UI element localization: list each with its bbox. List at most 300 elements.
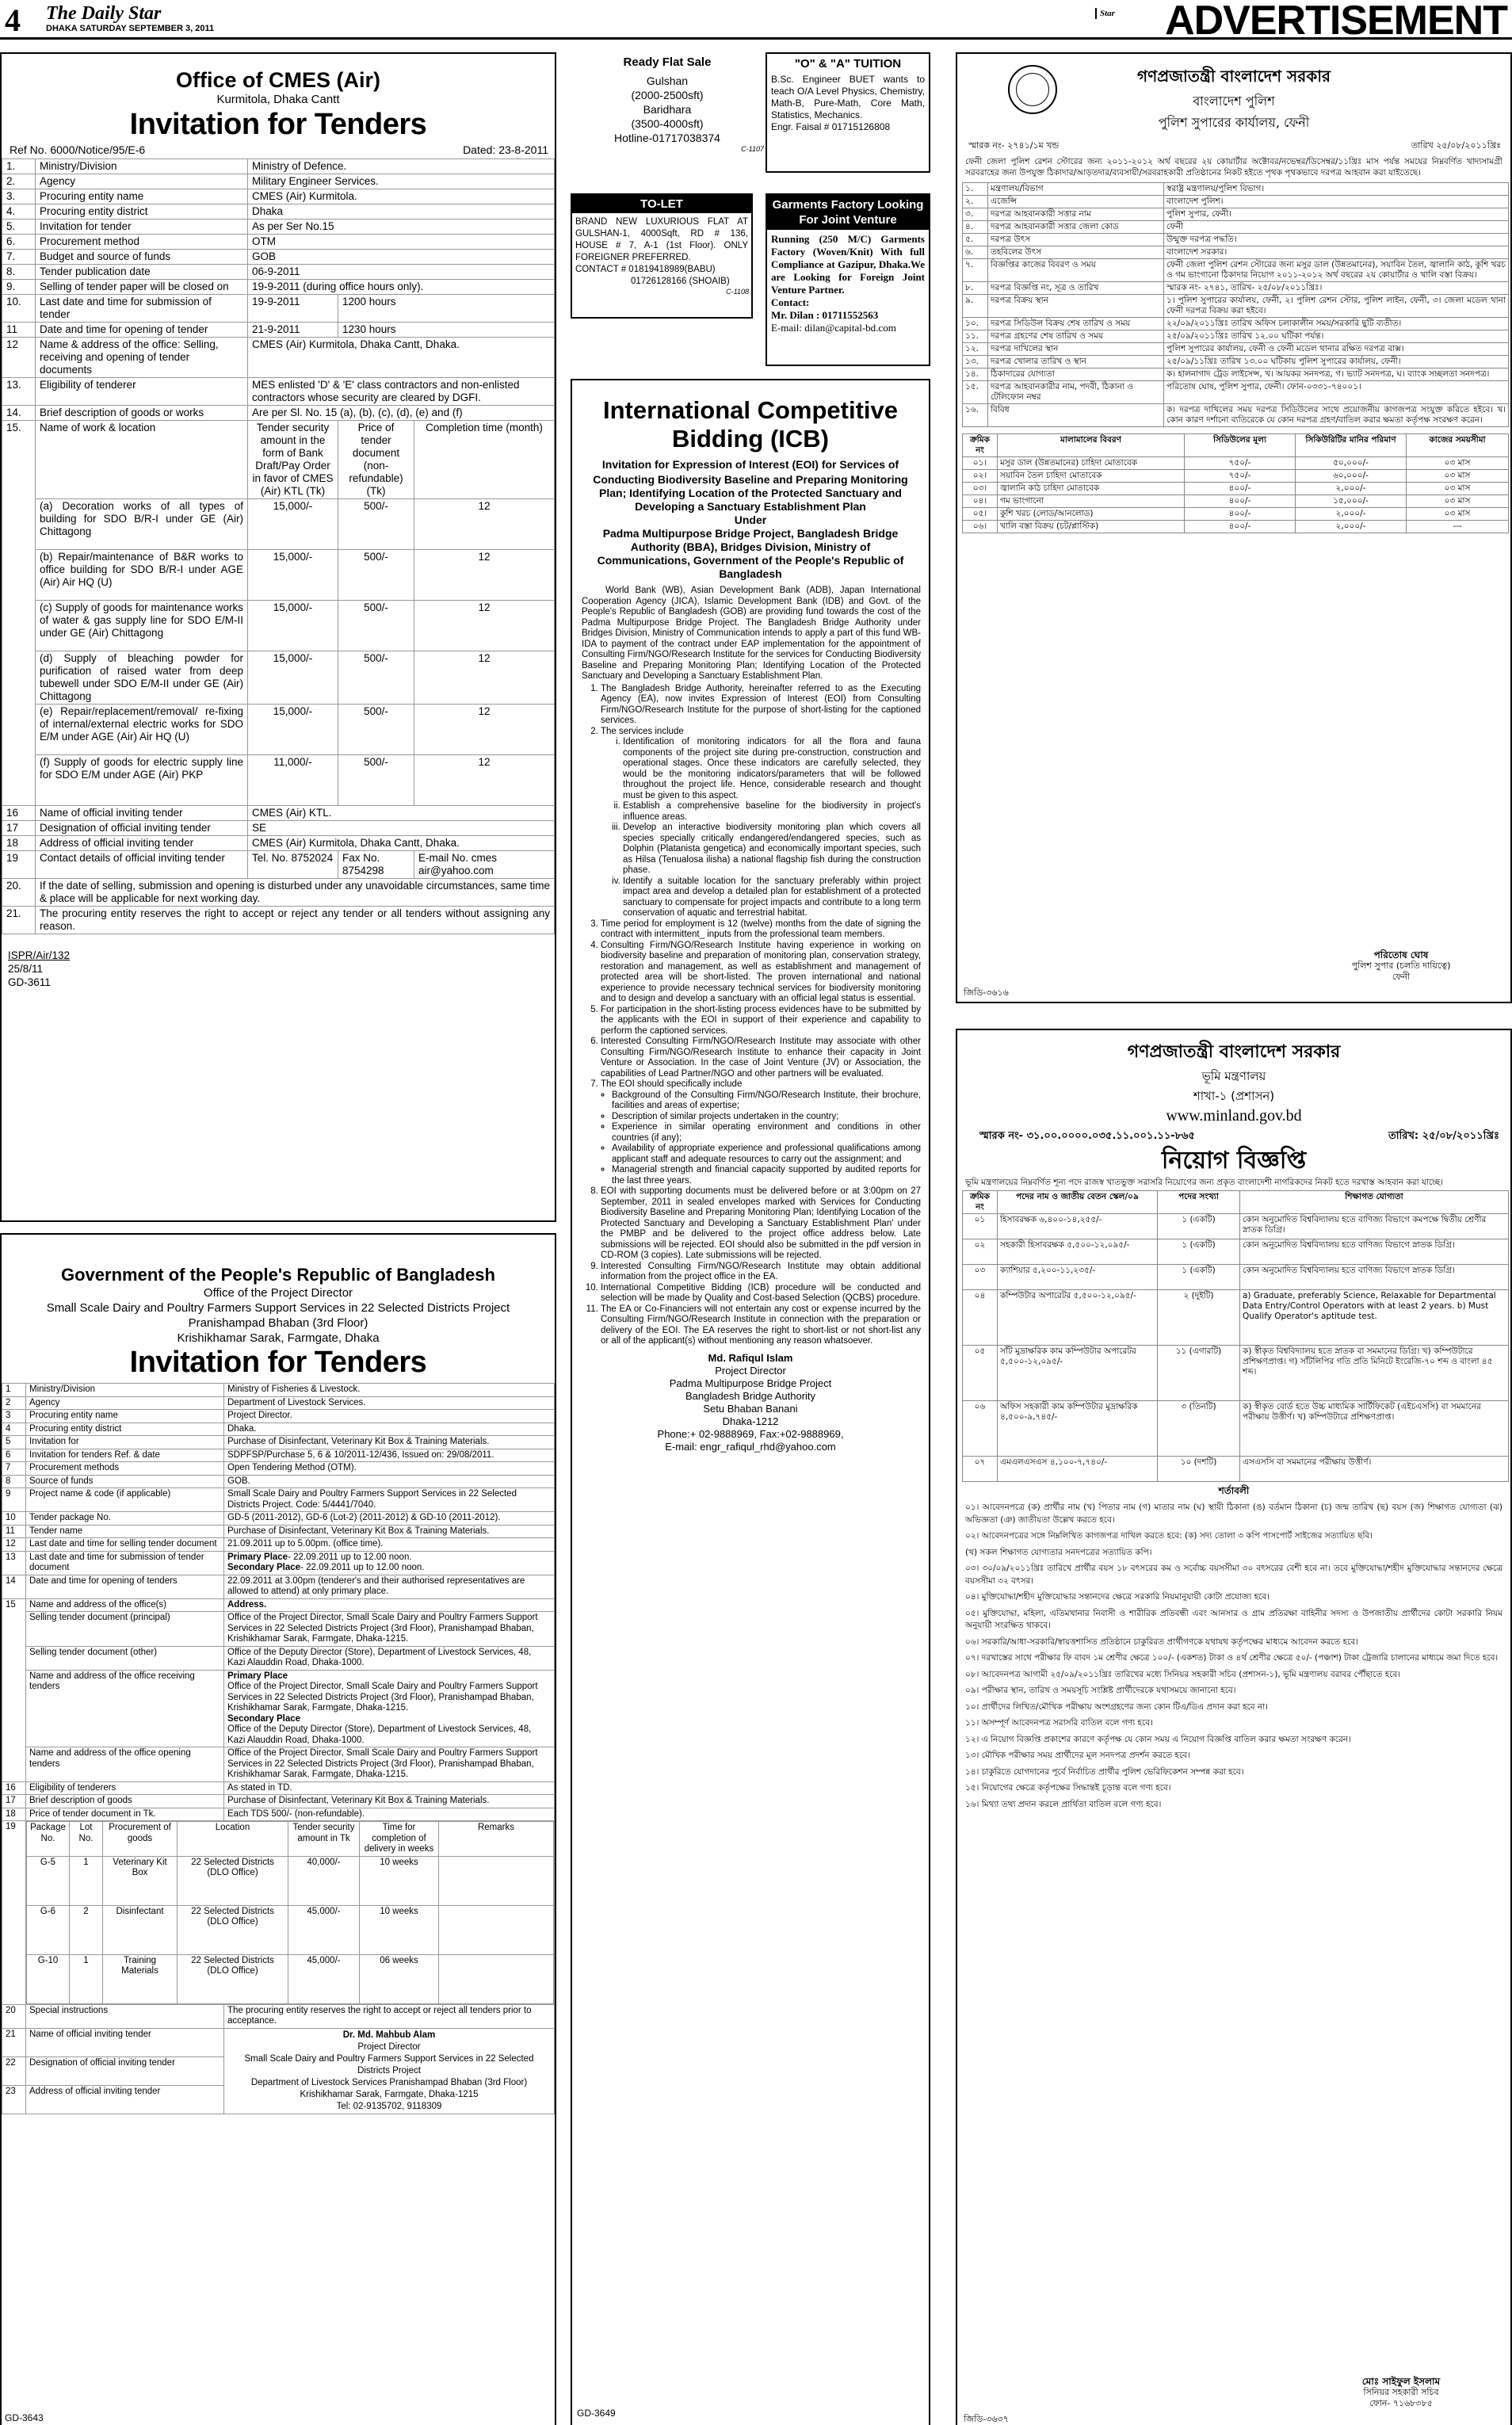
table-row [2,821,555,836]
table-cell: ক) স্বীকৃত বোর্ড হতে উচ্চ মাধ্যমিক সার্টিফিকেট (এইচএসসি) বা সমমানের পরীক্ষায় উত্তীর্ণ। খ) কম্পিউটারে প্রশিক্ষণপ্রাপ্ত। [1240,1401,1509,1457]
table-cell: Project name & code (if applicable) [26,1488,224,1512]
table-cell: ২,০০০/- [1296,483,1407,495]
table-cell: GOB. [224,1475,555,1488]
table-cell: ক। হালনাগাদ ট্রেড লাইসেন্স, খ। আয়কর সনদপত্র, গ। ভ্যাট সনদপত্র, ঘ। ব্যাংক সচ্ছলতা সনদপত্র। [1164,369,1509,381]
table-cell: কুশি খরচ (লোড/আনলোড) [998,508,1185,521]
icb-sig-line3: Bangladesh Bridge Authority [685,1389,816,1402]
table-cell: গম ভাংগানো [998,495,1185,508]
table-cell: মালামালের বিবরণ [998,434,1185,457]
term-item: ১৩। মৌখিক পরীক্ষার সময় প্রার্থীদের মূল সনদপত্র প্রদর্শন করতে হবে। [965,1751,1190,1760]
table-cell: 9. [2,280,36,295]
cmes-table [2,158,555,934]
gov-line3: Pranishampad Bhaban (3rd Floor) [188,1316,368,1330]
table-cell: 11 [2,1525,26,1538]
table-cell: E-mail No. cmes air@yahoo.com [414,851,555,879]
package-table [26,1821,554,2004]
table-cell: ০৩ মাস [1407,457,1509,470]
table-cell: ২. [963,196,988,208]
table-cell: Location [178,1822,288,1857]
table-cell: 13 [2,1551,26,1575]
table-cell: 12 [414,499,555,550]
table-cell: 21-9-2011 [248,323,338,338]
table-row [963,282,1509,295]
table-cell: 11,000/- [248,755,338,806]
post-row [963,1401,1509,1457]
table-cell: 17 [2,821,36,836]
icb-para-7-text: The EOI should specifically include [601,1079,743,1089]
table-cell: ২৫/০৯/২০১১খ্রিঃ তারিখ ১২.০০ ঘটিকা পর্যন্ত। [1164,330,1509,343]
table-cell: Veterinary Kit Box [103,1856,178,1905]
table-cell: 3. [2,189,36,204]
table-cell: ০৩ মাস [1407,470,1509,483]
gov-title: Government of the People's Republic of Bangladesh [61,1265,495,1285]
icb-para-11: 11. The EA or Co-Financiers will not entertain any cost or expense incurred by the Consulting Firm/NGO/Research Institute in connection with the preparation or delivery of the EOI. The EA reserves the right to short-list or not short-list any or all of the applicant(s) without mentioning any reason whatsoever. [601,1304,921,1347]
table-cell: ২,০০০/- [1296,508,1407,521]
table-cell: Name and address of the office receiving tenders [26,1670,224,1747]
term-item: ১৬। মিথ্যা তথ্য প্রদান করলে প্রার্থিতা বাতিল বলে গণ্য হবে। [965,1799,1162,1809]
table-row [2,2028,555,2056]
icb-sig-line2: Padma Multipurpose Bridge Project [669,1377,832,1389]
table-cell: 2 [2,1396,26,1410]
police-table [962,182,1509,427]
land-ref: স্মারক নং- ৩১.০০.০০০০.০৩৫.১১.০০১.১১-৮৬৫ [979,1130,1195,1142]
police-ref: স্মারক নং- ২৭৪১/১ম খন্ড [968,140,1060,151]
primary-place-heading: Primary Place [227,1671,288,1681]
icb-signatory: Md. Rafiqul Islam [708,1351,793,1364]
table-cell: 500/- [338,601,414,651]
table-cell: Tender security amount in the form of Bank Draft/Pay Order in favor of CMES (Air) KTL (Tk) [248,421,338,499]
table-cell: Completion time (month) [414,421,555,499]
table-cell: ০২। [963,470,998,483]
table-row [2,189,555,204]
table-row [2,1396,555,1410]
table-row [2,159,555,174]
table-cell: হিসাবরক্ষক ৬,৪০০-১৪,২৫৫/- [998,1214,1158,1239]
table-cell: Procuring entity name [36,189,248,204]
icb-sig-line4: Setu Bhaban Banani [703,1402,798,1415]
table-cell: ৭৫০/- [1185,457,1296,470]
term-item: ০৭। দরখাস্তের সাথে পরীক্ষার ফি বাবদ ১ম শ্রেণীর ক্ষেত্রে ১০০/- (একশত) টাকা ও ৪র্থ শ্রেণীর ক্ষেত্রে ৫০/- (পঞ্চাশ) টাকা ট্রেজারি চালানের মাধ্যমে জমা দিতে হবে। [965,1653,1499,1663]
table-cell: 10. [2,295,36,323]
table-cell: 9 [2,1488,26,1512]
land-date: তারিখ: ২৫/০৮/২০১১খ্রিঃ [1388,1130,1499,1142]
table-row [963,234,1509,246]
cmes-title: Office of CMES (Air) [175,68,380,92]
land-posts-table [962,1190,1509,1482]
cmes-heading: Invitation for Tenders [129,108,427,141]
table-cell: 22 Selected Districts (DLO Office) [178,1856,288,1905]
table-cell: ৩ (তিনটি) [1158,1401,1240,1457]
table-cell: As per Ser No.15 [248,220,555,235]
tuition-contact: Engr. Faisal # 01715126808 [771,121,891,132]
table-row [2,1747,555,1782]
work-row [2,755,555,806]
term-item: ০৩। ৩০/০৯/২০১১খ্রিঃ তারিখে প্রার্থীর বয়স ১৮ বৎসরের কম ও সর্বোচ্চ বয়সসীমা ৩০ বৎসরের বেশী হবে না। তবে মুক্তিযোদ্ধা/শহীদ মুক্তিযোদ্ধার সন্তানদের ক্ষেত্রে বয়সসীমা ৩২ বৎসর। [965,1564,1502,1586]
masthead [0,0,1512,44]
table-cell: শিক্ষাগত যোগ্যতা [1240,1191,1509,1214]
table-cell: Procuring entity district [26,1423,224,1436]
table-cell: Invitation for [26,1436,224,1449]
work-row [2,705,555,755]
table-cell: ১০ (দশটি) [1158,1457,1240,1482]
icb-para-5: 5. For participation in the short-listing process evidences have to be submitted by the applicants with the EOI in support of their experience and capability to perform the captioned services. [601,1005,921,1037]
table-cell: দরপত্র আহবানকারী সত্তার নাম [988,208,1164,221]
table-cell: 21 [2,2028,26,2056]
table-cell: ০৩ [963,1265,998,1290]
table-cell: স্বরাষ্ট্র মন্ত্রণালয়/পুলিশ বিভাগ। [1164,183,1509,196]
table-cell: Dhaka [248,204,555,220]
icb-sub1: Invitation for Expression of Interest (EOI) for Services of [601,458,899,471]
table-cell: If the date of selling, submission and opening is disturbed under any unavoidable circumstances, same time & place will be applicable for next working day. [36,879,555,907]
table-cell: সিকিউরিটির মানির পরিমাণ [1296,434,1407,457]
table-row [2,204,555,220]
gov-signatory: Dr. Md. Mahbub Alam [342,2030,436,2040]
gov-line1: Office of the Project Director [203,1286,353,1300]
tuition-ad [766,52,930,173]
secondary-place-heading: Secondary Place [227,1713,301,1724]
table-row [963,196,1509,208]
table-cell: Name & address of the office: Selling, receiving and opening of tender documents [36,338,248,378]
work-row [2,550,555,601]
table-row [2,1488,555,1512]
table-cell: (b) Repair/maintenance of B&R works to office building for SDO B/R-I under AGE (Air) Air HQ (U) [36,550,248,601]
table-cell: Office of the Deputy Director (Store), Department of Livestock Services, 48, Kazi Alauddin Road, Dhaka-1000. [224,1646,555,1670]
table-cell: ২,০০০/- [1296,521,1407,533]
table-cell: অফিস সহকারী কাম কম্পিউটার মুদ্রাক্ষরিক ৪,৫০০-৯,৭৪৫/- [998,1401,1158,1457]
table-cell: Name of official inviting tender [26,2028,224,2056]
icb-sig-email: E-mail: engr_rafiqul_rhd@yahoo.com [665,1440,836,1453]
table-cell: দরপত্র উৎস [988,234,1164,246]
table-row [2,1384,555,1397]
table-cell: Tender security amount in Tk [288,1822,360,1857]
table-cell: 2 [70,1905,103,1954]
table-cell: The procuring entity reserves the right to accept or reject all tenders prior to acceptance. [224,2004,555,2028]
table-cell: ক্রমিক নং [963,434,998,457]
table-cell: 4. [2,204,36,220]
table-cell: CMES (Air) Kurmitola, Dhaka Cantt, Dhaka. [248,836,555,851]
table-cell: 12 [414,601,555,651]
package-row [27,1954,554,2003]
table-row [963,343,1509,356]
land-intro: ভূমি মন্ত্রণালয়ের নিম্নবর্ণিত শূন্য পদে রাজস্ব খাতভুক্ত সরাসরি নিয়োগের জন্য প্রকৃত বাংলাদেশী নাগরিকদের নিকট হতে দরখাস্ত আহবান করা যাচ্ছে। [965,1178,1443,1187]
tolet-title: TO-LET [572,195,751,213]
tuition-title: "O" & "A" TUITION [794,57,902,71]
flat-code: C-1107 [741,145,764,153]
table-cell: Office of the Project Director, Small Scale Dairy and Poultry Farmers Support Services in 22 Selected Districts Project (3rd Floor), Pranishampad Bhaban, Krishikhamar Sarak, Farmgate, Dhaka-1215. [224,1612,555,1647]
table-cell: Procurement method [36,235,248,250]
table-cell: 2. [2,174,36,189]
table-cell: দরপত্র বিজ্ঞপ্তি নং, সূত্র ও তারিখ [988,282,1164,295]
icb-bullet: ◦ Background of the Consulting Firm/NGO/Research Institute, their brochure, facilities and areas of expertise; [612,1090,921,1112]
table-cell [439,1905,554,1954]
table-cell: ফেনী [1164,221,1509,234]
table-cell: The procuring entity reserves the right to accept or reject any tender or all tenders without assigning any reason. [36,907,555,934]
table-cell: As stated in TD. [224,1782,555,1795]
table-cell: 19 [2,851,36,879]
items-header-row [963,434,1509,457]
table-cell: পদের সংখ্যা [1158,1191,1240,1214]
table-cell: (a) Decoration works of all types of building for SDO B/R-I under GE (Air) Chittagong [36,499,248,550]
table-cell: ২৫/০৯/১১খ্রিঃ তারিখ ১৩.০০ ঘটিকায় পুলিশ সুপারের কার্যালয়, ফেনী। [1164,356,1509,369]
newspaper-name: The Daily Star [46,3,162,24]
table-row [2,1808,555,1821]
table-cell: 22 Selected Districts (DLO Office) [178,1905,288,1954]
table-cell [439,1954,554,2003]
table-cell: 22 [2,2056,26,2085]
table-cell: পুলিশ সুপারের কার্যালয়, ফেনী ও ফেনী মডেল থানার রক্ষিত দরপত্র বাক্স। [1164,343,1509,356]
table-row [963,183,1509,196]
post-row [963,1457,1509,1482]
table-cell: ক্রমিক নং [963,1191,998,1214]
police-header2: বাংলাদেশ পুলিশ [1193,94,1275,109]
icb-para-2 [601,727,921,919]
icb-sig-phone: Phone:+ 02-9888969, Fax:+02-9888969, [657,1427,844,1440]
table-cell: SE [248,821,555,836]
table-cell: 15,000/- [248,705,338,755]
gov-sig5: Tel: 02-9135702, 9118309 [336,2101,442,2111]
item-row [963,508,1509,521]
table-cell: Eligibility of tenderers [26,1782,224,1795]
table-cell: 21.09.2011 up to 5.00pm. (office time). [224,1538,555,1552]
table-row [2,806,555,821]
table-cell: Time for completion of delivery in weeks [360,1822,439,1857]
icb-para-8: 8. EOI with supporting documents must be delivered before or at 3:00pm on 27 September, 2011 in sealed envelopes marked with Services for Conducting Biodiversity Baseline and Preparing Monitoring Plan; Identifying Location of the Protected Sanctuary and Developing a Sanctuary Establishment Plan' under the PMBP and be delivered to the project office address below. Late submissions will be rejected. EOI should also be submitted in the pdf version in CD-ROM (3 copies). Late submissions will be rejected. [601,1186,921,1262]
post-row [963,1346,1509,1401]
table-cell: কোন অনুমোদিত বিশ্ববিদ্যালয় হতে বাণিজ্য বিভাগে স্নাতক ডিগ্রি। [1240,1239,1509,1265]
table-cell: এজেন্সি [988,196,1164,208]
table-cell: Brief description of goods or works [36,406,248,421]
gov-sig4: Krishikhamar Sarak, Farmgate, Dhaka-1215 [300,2089,479,2099]
cmes-ref: Ref No. 6000/Notice/95/E-6 [10,143,146,156]
table-row [2,280,555,295]
table-cell: 20. [2,879,36,907]
table-row [2,1670,555,1747]
table-row [2,1821,555,2005]
table-cell: 12 [414,755,555,806]
table-cell: বাংলাদেশ সরকার। [1164,246,1509,259]
post-row [963,1239,1509,1265]
table-cell: Date and time for opening of tenders [26,1575,224,1598]
table-cell: 8. [2,265,36,280]
table-cell: Tender package No. [26,1512,224,1526]
table-cell: Contact details of official inviting tender [36,851,248,879]
table-cell: Office of the Project Director, Small Scale Dairy and Poultry Farmers Support Services in 22 Selected Districts Project (3rd Floor), Pranishampad Bhaban, Krishikhamar Sarak, Farmgate, Dhaka-1215. [224,1747,555,1782]
table-cell: Agency [26,1396,224,1410]
table-cell: Procurement of goods [103,1822,178,1857]
table-cell: দরপত্র গ্রহণের শেষ তারিখ ও সময় [988,330,1164,343]
table-cell: ১৪. [963,369,988,381]
table-cell: 06-9-2011 [248,265,555,280]
table-cell: ১১. [963,330,988,343]
icb-bullet: ◦ Description of similar projects undertaken in the country; [612,1112,921,1123]
table-cell: Open Tendering Method (OTM). [224,1462,555,1476]
table-cell: 18 [2,1808,26,1821]
table-cell: a) Graduate, preferably Science, Relaxable for Departmental Data Entry/Control Operators with at least 2 years. b) Must Qualify Operator's aptitude test. [1240,1290,1509,1346]
table-cell: Procurement methods [26,1462,224,1476]
police-intro: ফেনী জেলা পুলিশ রেশন স্টোরের জন্য ২০১১-২০১২ অর্থ বছরের ২য় কোয়ার্টার অক্টোবর/নভেম্বর/ডিসেম্বর/১১খ্রিঃ মাস পর্যন্ত সময়ের নিম্নবর্ণিত খাদ্যসামগ্রী সরবরাহের জন্য উপযুক্ত ঠিকাদার/আড়তদার/ব্যবসায়ী/সরবরাহকারী প্রতিষ্ঠানের নিকট হইতে পৃথক পৃথকভাবে দরপত্র আহবান করা যাইতেছে। [965,157,1502,178]
tolet-body: BRAND NEW LUXURIOUS FLAT AT GULSHAN-1, 4000Sqft, RD # 136, HOUSE # 7, A-1 (1st Floor). ONLY FOREIGNER PREFERRED. [575,217,748,262]
table-row [2,406,555,421]
table-row [2,1436,555,1449]
police-date: তারিখ ২৫/০৮/২০১১খ্রিঃ [1411,140,1501,151]
table-row [963,295,1509,318]
table-cell: 10 weeks [360,1856,439,1905]
table-cell: 10 weeks [360,1905,439,1954]
cmes-dated: Dated: 23-8-2011 [463,143,548,156]
table-row [963,381,1509,404]
table-cell: কোন অনুমোদিত বিশ্ববিদ্যালয় হতে বাণিজ্য বিভাগে কমপক্ষে দ্বিতীয় শ্রেণীর স্নাতক ডিগ্রি। [1240,1214,1509,1239]
table-cell: ক) স্বীকৃত বিশ্ববিদ্যালয় হতে স্নাতক বা সমমানের ডিগ্রি। খ) কম্পিউটারে প্রশিক্ষণপ্রাপ্ত। গ) সাঁটলিপির গতি প্রতি মিনিটে ইংরেজি-৭০ শব্দ ও বাংলা ৪৫ শব্দ। [1240,1346,1509,1401]
table-cell: 13. [2,378,36,406]
icb-para-2-iv: iv. Identify a suitable location for the sanctuary preferably within project impact area and develop a detailed plan for establishment of a protected sanctuary to compensate for project impacts and contribute to a long term conservation of aquatic and terrestrial habitat. [623,876,921,919]
table-cell: Selling tender document (other) [26,1646,224,1670]
posts-header-row [963,1191,1509,1214]
table-cell: (c) Supply of goods for maintenance works of water & gas supply line for SDO E/M-II under GE (Air) Chittagong [36,601,248,651]
icb-sig-line5: Dhaka-1212 [722,1415,779,1427]
gov-heading: Invitation for Tenders [129,1346,427,1379]
table-cell: Procuring entity district [36,204,248,220]
table-cell: 8 [2,1475,26,1488]
table-row [2,338,555,378]
cmes-tender-ad [0,52,556,1222]
table-cell: 1 [2,1384,26,1397]
table-row [963,259,1509,282]
post-row [963,1290,1509,1346]
icb-para-2-i: i. Identification of monitoring indicators for all the flora and fauna components of the project site during pre-construction, construction and operational stages. Once these indicators are carefully selected, they would be the monitoring indicators/parameters that will be followed throughout the project life. Hence, considerable research and thought must be given to this aspect. [623,737,921,801]
table-cell: ০৩ মাস [1407,508,1509,521]
star-logo: Star [1095,8,1115,19]
table-cell: ফেনী জেলা পুলিশ রেশন স্টোরের জন্য মসুর ডাল (উন্নতমানের), সয়াবিন তৈল, জ্বালানি কাঠ, কুশি খরচ ও গম ভাংগানো ঠিকাদার নিয়োগ ২০১১-২০১২ অর্থ বছরের ২য় কোয়ার্টার ও খালি বস্তা বিক্রয়। [1164,259,1509,282]
term-item: ০৯। পরীক্ষার স্থান, তারিখ ও সময়সূচি সংশ্লিষ্ট প্রার্থীদেরকে যথাসময়ে জানানো হবে। [965,1686,1236,1695]
table-cell: CMES (Air) Kurmitola. [248,189,555,204]
table-cell: Designation of official inviting tender [36,821,248,836]
table-cell: Last date and time for submission of tender document [26,1551,224,1575]
table-cell: G-5 [27,1856,70,1905]
land-gd-code: জিডি-৩৬৩৭ [964,2414,1009,2424]
table-cell: 21. [2,907,36,934]
flat-line2: (2000-2500sft) [631,89,704,101]
table-cell: 5 [2,1436,26,1449]
table-cell: 12 [2,1538,26,1552]
table-cell [224,1670,555,1747]
table-cell [224,1598,555,1612]
icb-bullet: ◦ Availability of appropriate experience and professional qualifications among applicant staff and adequate resources to carry out the assignment; and [612,1144,921,1165]
gov-sig1: Project Director [357,2041,421,2052]
cmes-date-code: 25/8/11 [8,963,44,975]
icb-bullet: ◦ Experience in similar operating environment and conditions in other countries (if any); [612,1122,921,1144]
tuition-body: B.Sc. Engineer BUET wants to teach O/A Level Physics, Chemistry, Math-B, Pure-Math, Core Math, Statistics, Mechanics. [771,74,925,120]
table-cell: পদের নাম ও জাতীয় বেতন স্কেল/০৯ [998,1191,1158,1214]
table-cell: Dhaka. [224,1423,555,1436]
table-cell: Department of Livestock Services. [224,1396,555,1410]
police-items-table [962,433,1509,533]
table-cell: ০৫ [963,1346,998,1401]
table-cell [224,2028,555,2114]
table-cell: Address of official inviting tender [36,836,248,851]
table-cell: 22.09.2011 at 3.00pm (tenderer's and their authorised representatives are allowed to attend) at only primary place. [224,1575,555,1598]
item-row [963,457,1509,470]
table-cell: --- [1407,521,1509,533]
table-cell: মন্ত্রণালয়/বিভাগ [988,183,1164,196]
table-cell: 15,000/- [248,499,338,550]
table-cell: ৩. [963,208,988,221]
table-cell: 10 [2,1512,26,1526]
table-cell: ৬০,০০০/- [1296,470,1407,483]
flat-line3: Baridhara [643,103,692,116]
table-cell: পরিতোষ ঘোষ, পুলিশ সুপার, ফেনী। ফোন-০৩৩১-৭৪০০১। [1164,381,1509,404]
police-header1: গণপ্রজাতন্ত্রী বাংলাদেশ সরকার [1137,67,1331,86]
table-cell: এমএলএসএস ৪,১০০-৭,৭৪০/- [998,1457,1158,1482]
police-gd-code: জিডি-৩৬১৬ [964,987,1009,998]
icb-sig-line1: Project Director [715,1364,786,1377]
table-cell: ৪০০/- [1185,483,1296,495]
address-label: Address. [227,1599,267,1610]
cmes-gd-code: GD-3611 [8,976,51,988]
tolet-contact1: CONTACT # 01819418989(BABU) [575,265,716,274]
table-cell: Special instructions [26,2004,224,2028]
icb-gd-code: GD-3649 [577,2408,616,2419]
table-cell: 1 [70,1856,103,1905]
table-row [2,235,555,250]
package-row [27,1856,554,1905]
garments-email: E-mail: dilan@capital-bd.com [771,322,896,334]
table-cell: OTM [248,235,555,250]
table-row [2,1512,555,1526]
garments-ad [766,193,930,366]
table-cell: 500/- [338,499,414,550]
section-title: ADVERTISEMENT [1165,0,1507,44]
table-cell: 06 weeks [360,1954,439,2003]
table-cell: খালি বস্তা বিক্রয় (চট/প্লাস্টিক) [998,521,1185,533]
package-row [27,1905,554,1954]
table-cell: Package No. [27,1822,70,1857]
table-cell: ৪০০/- [1185,521,1296,533]
table-row [963,369,1509,381]
table-cell: ০৬ [963,1401,998,1457]
table-cell: ৪. [963,221,988,234]
icb-para-10: 10. International Competitive Bidding (ICB) procedure will be conducted and selection will be made by Quality and Cost-based Selection (QCBS) procedure. [601,1283,921,1304]
table-cell: ক্যাশিয়ার ৫,২০০-১১,২৩৫/- [998,1265,1158,1290]
land-heading: নিয়োগ বিজ্ঞপ্তি [1161,1147,1307,1174]
table-cell: Price of tender document in Tk. [26,1808,224,1821]
primary-place-label: Primary Place [227,1552,288,1562]
table-cell: ১ (একটি) [1158,1265,1240,1290]
table-row [2,1646,555,1670]
table-cell: Military Engineer Services. [248,174,555,189]
land-sig-line2: ফোন- ৭১৬৮৩৮৫ [1369,2398,1433,2408]
table-cell: G-10 [27,1954,70,2003]
table-cell: 14 [2,1575,26,1598]
table-cell: ৫. [963,234,988,246]
term-item: ০৬। সরকারি/আধা-সরকারি/স্বায়ত্তশাসিত প্রতিষ্ঠানে চাকুরিরত প্রার্থীগণকে যথাযথ কর্তৃপক্ষের মাধ্যমে আবেদন করতে হবে। [965,1636,1358,1647]
table-cell: 19-9-2011 [248,295,338,323]
table-cell [26,1821,555,2005]
secondary-place-address: Office of the Deputy Director (Store), Department of Livestock Services, 48, Kazi Alauddin Road, Dhaka-1000. [227,1724,532,1745]
flat-line1: Gulshan [646,74,689,87]
table-cell: ০৪ [963,1290,998,1346]
land-header1: গণপ্রজাতন্ত্রী বাংলাদেশ সরকার [1127,1042,1341,1062]
gov-table [2,1383,555,2114]
table-cell: 45,000/- [288,1954,360,2003]
table-row [2,1525,555,1538]
table-cell: Price of tender document (non-refundable) (Tk) [338,421,414,499]
table-cell: ১৩. [963,356,988,369]
table-cell: Disinfectant [103,1905,178,1954]
table-row [2,1538,555,1552]
garments-body: Running (250 M/C) Garments Factory (Woven/Knit) With full Compliance at Gazipur, Dhaka.We are Looking for Foreign Joint Venture Partner. [771,233,925,296]
table-cell: ৬. [963,246,988,259]
table-cell: ১। পুলিশ সুপারের কার্যালয়, ফেনী, ২। পুলিশ রেশন স্টোর, পুলিশ লাইন, ফেনী, ৩। জেলা মডেল থানা ফেনী দরপত্র বিক্রয় করা হইবে। [1164,295,1509,318]
